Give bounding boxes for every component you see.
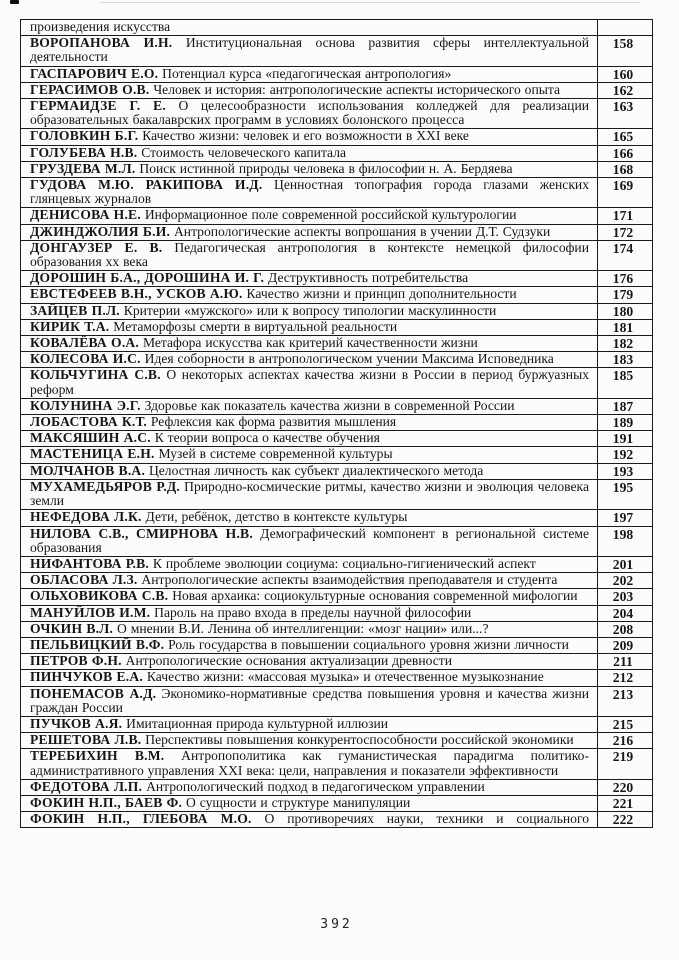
toc-entry-authors: ЗАЙЦЕВ П.Л. <box>30 302 120 318</box>
toc-entry-page: 201 <box>598 556 653 572</box>
toc-entry-authors: МОЛЧАНОВ В.А. <box>30 462 146 478</box>
toc-entry-authors: ТЕРЕБИХИН В.М. <box>30 748 165 764</box>
toc-entry <box>21 415 598 431</box>
toc-row <box>21 812 653 828</box>
toc-row <box>21 82 653 98</box>
toc-entry-page: 215 <box>598 716 653 732</box>
toc-entry-title: Качество жизни: «массовая музыка» и отечественное музыкознание <box>146 669 544 685</box>
toc-entry <box>21 287 598 303</box>
toc-row <box>21 431 653 447</box>
toc-entry <box>21 749 598 779</box>
toc-entry-authors: ЕВСТЕФЕЕВ В.Н., УСКОВ А.Ю. <box>30 286 243 302</box>
toc-row <box>21 368 653 398</box>
toc-entry-authors: ПЕЛЬВИЦКИЙ В.Ф. <box>30 636 165 652</box>
toc-entry-authors: НИФАНТОВА Р.В. <box>30 555 150 571</box>
toc-entry-authors: ОЛЬХОВИКОВА С.В. <box>30 588 169 604</box>
toc-entry-authors: ДОРОШИН Б.А., ДОРОШИНА И. Г. <box>30 270 265 286</box>
toc-row <box>21 398 653 414</box>
toc-entry <box>21 637 598 653</box>
toc-entry-page: 180 <box>598 303 653 319</box>
toc-entry <box>21 479 598 509</box>
toc-entry-page: 192 <box>598 447 653 463</box>
toc-entry-page: 219 <box>598 749 653 779</box>
toc-row <box>21 319 653 335</box>
toc-row <box>21 463 653 479</box>
toc-entry-authors: ГРУЗДЕВА М.Л. <box>30 160 136 176</box>
toc-entry-page: 216 <box>598 733 653 749</box>
toc-entry-authors: ГЕРМАИДЗЕ Г. Е. <box>30 98 166 114</box>
toc-entry-title: Антропополитика как гуманистическая парадигма политико-административного управления XXI века: цели, направления и показатели эффективности <box>30 748 589 778</box>
toc-row <box>21 686 653 716</box>
toc-entry <box>21 82 598 98</box>
toc-entry <box>21 621 598 637</box>
toc-entry-authors: ОЧКИН В.Л. <box>30 620 114 636</box>
toc-entry <box>21 178 598 208</box>
toc-entry-title: Антропологические основания актуализации древности <box>125 653 453 669</box>
toc-entry-page: 212 <box>598 670 653 686</box>
toc-entry-page: 163 <box>598 99 653 129</box>
toc-entry <box>21 605 598 621</box>
toc-entry-page: 198 <box>598 526 653 556</box>
toc-entry-page: 191 <box>598 431 653 447</box>
toc-entry-title: Здоровье как показатель качества жизни в современной России <box>144 397 515 413</box>
toc-entry-page: 174 <box>598 240 653 270</box>
toc-entry-authors: ГУДОВА М.Ю. РАКИПОВА И.Д. <box>30 177 263 193</box>
toc-row <box>21 161 653 177</box>
toc-entry-authors: ЛОБАСТОВА К.Т. <box>30 414 148 430</box>
toc-entry-title: Качество жизни: человек и его возможности в XXI веке <box>142 128 469 144</box>
toc-entry-authors: ПИНЧУКОВ Е.А. <box>30 669 144 685</box>
toc-entry-title: произведения искусства <box>30 19 171 34</box>
toc-entry <box>21 463 598 479</box>
toc-entry <box>21 145 598 161</box>
toc-entry-page: 168 <box>598 161 653 177</box>
toc-entry-page: 158 <box>598 36 653 66</box>
toc-entry-authors: КОЛЬЧУГИНА С.В. <box>30 367 161 383</box>
toc-entry-page: 209 <box>598 637 653 653</box>
toc-row <box>21 526 653 556</box>
toc-entry <box>21 161 598 177</box>
toc-entry-authors: ГАСПАРОВИЧ Е.О. <box>30 65 159 81</box>
scan-artifact <box>10 0 19 4</box>
toc-entry-page: 166 <box>598 145 653 161</box>
toc-entry-authors: ФОКИН Н.П., ГЛЕБОВА М.О. <box>30 811 252 827</box>
toc-entry-title: О сущности и структуре манипуляции <box>186 794 411 810</box>
toc-entry-title: Институциональная основа развития сферы интеллектуальной деятельности <box>30 35 589 65</box>
toc-row <box>21 670 653 686</box>
toc-entry-authors: НЕФЕДОВА Л.К. <box>30 509 142 525</box>
toc-table <box>20 19 653 828</box>
toc-entry-page: 160 <box>598 66 653 82</box>
toc-row <box>21 336 653 352</box>
toc-row <box>21 654 653 670</box>
toc-entry-authors: КОВАЛЁВА О.А. <box>30 335 140 351</box>
toc-row <box>21 779 653 795</box>
toc-entry-authors: ГОЛУБЕВА Н.В. <box>30 144 138 160</box>
toc-row <box>21 733 653 749</box>
toc-entry-authors: ФОКИН Н.П., БАЕВ Ф. <box>30 794 183 810</box>
toc-entry-authors: МАКСЯШИН А.С. <box>30 430 151 446</box>
toc-row <box>21 20 653 36</box>
toc-entry <box>21 654 598 670</box>
toc-entry <box>21 336 598 352</box>
toc-entry-page <box>598 20 653 36</box>
toc-entry-title: Качество жизни и принцип дополнительности <box>246 286 517 302</box>
toc-entry <box>21 303 598 319</box>
toc-entry-authors: ПОНЕМАСОВ А.Д. <box>30 685 157 701</box>
toc-entry <box>21 670 598 686</box>
toc-entry-page: 203 <box>598 589 653 605</box>
toc-entry-page: 169 <box>598 178 653 208</box>
toc-row <box>21 637 653 653</box>
scan-hairline-artifact <box>100 2 640 3</box>
toc-entry-title: Демографический компонент в региональной системе образования <box>30 525 589 555</box>
toc-entry <box>21 36 598 66</box>
toc-entry <box>21 129 598 145</box>
toc-row <box>21 178 653 208</box>
toc-entry-title: Музей в системе современной культуры <box>158 446 393 462</box>
toc-entry <box>21 556 598 572</box>
toc-entry-page: 172 <box>598 224 653 240</box>
toc-entry <box>21 319 598 335</box>
toc-entry-authors: ОБЛАСОВА Л.З. <box>30 572 138 588</box>
toc-row <box>21 66 653 82</box>
toc-entry <box>21 208 598 224</box>
toc-entry-page: 162 <box>598 82 653 98</box>
toc-row <box>21 287 653 303</box>
toc-entry-page: 222 <box>598 812 653 828</box>
toc-entry <box>21 795 598 811</box>
toc-entry-authors: ВОРОПАНОВА И.Н. <box>30 35 173 51</box>
toc-row <box>21 352 653 368</box>
toc-entry-authors: ПУЧКОВ А.Я. <box>30 715 123 731</box>
toc-entry-title: Деструктивность потребительства <box>268 270 469 286</box>
toc-row <box>21 621 653 637</box>
toc-entry-title: Дети, ребёнок, детство в контексте культуры <box>145 509 408 525</box>
toc-entry-title: Метаморфозы смерти в виртуальной реальности <box>113 318 398 334</box>
toc-entry <box>21 573 598 589</box>
toc-entry-authors: РЕШЕТОВА Л.В. <box>30 732 142 748</box>
toc-row <box>21 795 653 811</box>
toc-entry-authors: КОЛЕСОВА И.С. <box>30 351 141 367</box>
toc-row <box>21 303 653 319</box>
toc-entry-authors: КОЛУНИНА Э.Г. <box>30 397 141 413</box>
toc-row <box>21 605 653 621</box>
toc-entry-page: 221 <box>598 795 653 811</box>
toc-entry-authors: КИРИК Т.А. <box>30 318 110 334</box>
toc-entry <box>21 398 598 414</box>
toc-entry-page: 165 <box>598 129 653 145</box>
toc-entry-page: 211 <box>598 654 653 670</box>
toc-entry-authors: ДОНГАУЗЕР Е. В. <box>30 239 163 255</box>
toc-entry <box>21 733 598 749</box>
toc-entry-page: 195 <box>598 479 653 509</box>
toc-entry <box>21 716 598 732</box>
toc-entry-title: Стоимость человеческого капитала <box>141 144 347 160</box>
toc-entry <box>21 510 598 526</box>
toc-row <box>21 224 653 240</box>
toc-entry <box>21 812 598 828</box>
toc-entry-page: 197 <box>598 510 653 526</box>
toc-entry-title: Идея соборности в антропологическом учении Максима Исповедника <box>144 351 554 367</box>
toc-entry-authors: НИЛОВА С.В., СМИРНОВА Н.В. <box>30 525 253 541</box>
toc-entry-title: Рефлексия как форма развития мышления <box>150 414 397 430</box>
toc-entry-page: 189 <box>598 415 653 431</box>
toc-entry-title: Роль государства в повышении социального уровня жизни личности <box>168 636 569 652</box>
toc-entry <box>21 224 598 240</box>
toc-entry <box>21 589 598 605</box>
toc-row <box>21 556 653 572</box>
toc-entry-title: О противоречиях науки, техники и социального <box>264 811 589 827</box>
toc-entry-authors: МАНУЙЛОВ И.М. <box>30 604 151 620</box>
toc-entry-authors: ДЕНИСОВА Н.Е. <box>30 207 141 223</box>
toc-entry-title: Поиск истинной природы человека в философии н. А. Бердяева <box>139 160 513 176</box>
toc-row <box>21 271 653 287</box>
toc-row <box>21 415 653 431</box>
toc-entry-title: Антропологические аспекты взаимодействия преподавателя и студента <box>141 572 558 588</box>
toc-entry <box>21 431 598 447</box>
toc-entry-page: 213 <box>598 686 653 716</box>
toc-entry-page: 176 <box>598 271 653 287</box>
toc-row <box>21 447 653 463</box>
toc-entry-page: 193 <box>598 463 653 479</box>
toc-row <box>21 479 653 509</box>
toc-entry-page: 220 <box>598 779 653 795</box>
toc-body <box>21 20 653 828</box>
toc-row <box>21 716 653 732</box>
toc-entry <box>21 20 598 36</box>
toc-entry-title: Экономико-нормативные средства повышения уровня и качества жизни граждан России <box>30 685 589 715</box>
toc-entry-authors: ГЕРАСИМОВ О.В. <box>30 81 150 97</box>
toc-entry-page: 171 <box>598 208 653 224</box>
toc-entry-page: 202 <box>598 573 653 589</box>
toc-row <box>21 36 653 66</box>
toc-entry-authors: ПЕТРОВ Ф.Н. <box>30 653 122 669</box>
toc-entry-title: О мнении В.И. Ленина об интеллигенции: «мозг нации» или...? <box>117 620 489 636</box>
toc-entry-title: Пароль на право входа в пределы научной философии <box>154 604 472 620</box>
toc-entry-title: О некоторых аспектах качества жизни в России в период буржуазных реформ <box>30 367 589 397</box>
toc-entry-authors: ГОЛОВКИН Б.Г. <box>30 128 139 144</box>
toc-entry-title: Педагогическая антропология в контексте немецкой философии образования хх века <box>30 239 589 270</box>
toc-row <box>21 510 653 526</box>
toc-entry <box>21 686 598 716</box>
toc-entry-title: Метафора искусства как критерий качественности жизни <box>142 335 478 351</box>
toc-entry-page: 185 <box>598 368 653 398</box>
toc-entry-title: Антропологические аспекты вопрошания в учении Д.Т. Судзуки <box>173 223 551 239</box>
toc-row <box>21 589 653 605</box>
toc-entry-title: Ценностная топография города глазами женских глянцевых журналов <box>30 177 590 207</box>
toc-entry-page: 183 <box>598 352 653 368</box>
toc-entry <box>21 66 598 82</box>
toc-row <box>21 240 653 270</box>
toc-entry-page: 182 <box>598 336 653 352</box>
toc-entry-title: Природно-космические ритмы, качество жизни и эволюция человека земли <box>30 478 589 509</box>
toc-row <box>21 99 653 129</box>
toc-entry-authors: МАСТЕНИЦА Е.Н. <box>30 446 155 462</box>
toc-row <box>21 129 653 145</box>
toc-row <box>21 749 653 779</box>
toc-entry-title: Перспективы повышения конкурентоспособности российской экономики <box>145 732 574 748</box>
toc-entry-page: 181 <box>598 319 653 335</box>
toc-entry <box>21 352 598 368</box>
toc-entry-title: К теории вопроса о качестве обучения <box>154 430 380 446</box>
toc-entry <box>21 240 598 270</box>
toc-entry <box>21 779 598 795</box>
toc-entry <box>21 526 598 556</box>
toc-entry-title: Информационное поле современной российской культурологии <box>144 207 517 223</box>
toc-entry-page: 187 <box>598 398 653 414</box>
toc-row <box>21 208 653 224</box>
toc-entry-authors: ДЖИНДЖОЛИЯ Б.И. <box>30 223 171 239</box>
toc-entry <box>21 447 598 463</box>
toc-entry-title: Антропологический подход в педагогическом управлении <box>146 778 485 794</box>
toc-entry-title: К проблеме эволюции социума: социально-гигиенический аспект <box>152 555 536 571</box>
toc-entry-authors: МУХАМЕДЬЯРОВ Р.Д. <box>30 478 180 494</box>
toc-entry-authors: ФЕДОТОВА Л.П. <box>30 778 143 794</box>
toc-entry-page: 204 <box>598 605 653 621</box>
toc-entry-title: Критерии «мужского» или к вопросу типологии маскулинности <box>123 302 497 318</box>
toc-entry-title: О целесообразности использования колледжей для реализации образовательных бакалаврских программ в условиях болонского процесса <box>30 98 589 128</box>
toc-entry-title: Имитационная природа культурной иллюзии <box>126 715 389 731</box>
toc-row <box>21 145 653 161</box>
page-number-footer: 392 <box>320 917 353 932</box>
toc-entry-title: Человек и история: антропологические аспекты исторического опыта <box>153 81 561 97</box>
toc-entry <box>21 99 598 129</box>
toc-row <box>21 573 653 589</box>
toc-entry <box>21 271 598 287</box>
toc-entry-page: 179 <box>598 287 653 303</box>
toc-entry <box>21 368 598 398</box>
toc-entry-title: Новая архаика: социокультурные основания современной мифологии <box>172 588 578 604</box>
toc-entry-page: 208 <box>598 621 653 637</box>
toc-entry-title: Потенциал курса «педагогическая антропология» <box>162 65 452 81</box>
toc-entry-title: Целостная личность как субъект диалектического метода <box>148 462 484 478</box>
